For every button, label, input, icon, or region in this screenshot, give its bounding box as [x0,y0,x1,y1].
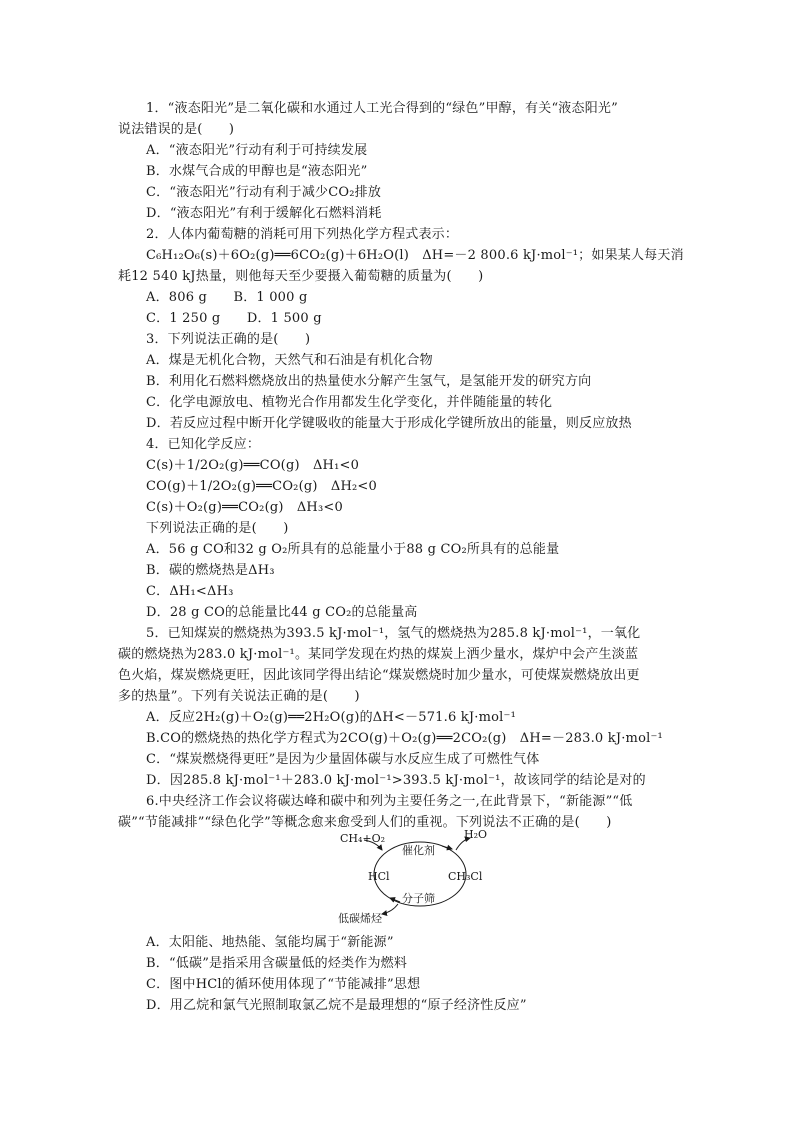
q4-option-a: A．56 g CO和32 g O₂所具有的总能量小于88 g CO₂所具有的总能量 [146,542,560,557]
q6-stem-cont: 碳”“节能减排”“绿色化学”等概念愈来愈受到人们的重视。下列说法不正确的是( ) [118,815,612,830]
q3-stem: 3．下列说法正确的是( ) [146,332,311,347]
q4-option-c: C．ΔH₁<ΔH₃ [146,584,234,599]
q5-option-b: B.CO的燃烧热的热化学方程式为2CO(g)＋O₂(g)══2CO₂(g) ΔH=－283.0 kJ·mol⁻¹ [146,731,663,746]
q6-option-a: A．太阳能、地热能、氢能均属于“新能源” [146,935,394,950]
q5-stem-cont-1: 碳的燃烧热为283.0 kJ·mol⁻¹。某同学发现在灼热的煤炭上洒少量水，煤炉中会产生淡蓝 [118,647,639,662]
q5-stem-cont-3: 多的热量”。下列有关说法正确的是( ) [118,689,360,704]
q1-stem: 1．“液态阳光”是二氧化碳和水通过人工光合得到的“绿色”甲醇，有关“液态阳光” [146,101,618,116]
q5-option-d: D．因285.8 kJ·mol⁻¹＋283.0 kJ·mol⁻¹>393.5 kJ·mol⁻¹，故该同学的结论是对的 [146,773,646,788]
q5-option-a: A．反应2H₂(g)＋O₂(g)══2H₂O(g)的ΔH<－571.6 kJ·mol⁻¹ [146,710,516,725]
q4-option-b: B．碳的燃烧热是ΔH₃ [146,563,275,578]
q3-option-b: B．利用化石燃料燃烧放出的热量使水分解产生氢气，是氢能开发的研究方向 [146,374,592,389]
q2-equation: C₆H₁₂O₆(s)＋6O₂(g)══6CO₂(g)＋6H₂O(l) ΔH=－2 800.6 kJ·mol⁻¹；如果某人每天消 [146,248,684,263]
q6-cycle-diagram [330,828,510,924]
reactants-label: CH₄+O₂ [340,832,386,845]
q4-equation-3: C(s)＋O₂(g)══CO₂(g) ΔH₃<0 [146,500,343,515]
q6-option-c: C．图中HCl的循环使用体现了“节能减排”思想 [146,977,421,992]
q3-option-a: A．煤是无机化合物，天然气和石油是有机化合物 [146,353,433,368]
q4-question: 下列说法正确的是( ) [146,521,289,536]
q1-option-d: D．“液态阳光”有利于缓解化石燃料消耗 [146,206,382,221]
q1-option-b: B．水煤气合成的甲醇也是“液态阳光” [146,164,368,179]
q4-equation-2: CO(g)＋1/2O₂(g)══CO₂(g) ΔH₂<0 [146,479,377,494]
q3-option-d: D．若反应过程中断开化学键吸收的能量大于形成化学键所放出的能量，则反应放热 [146,416,632,431]
q5-stem: 5．已知煤炭的燃烧热为393.5 kJ·mol⁻¹，氢气的燃烧热为285.8 kJ·mol⁻¹，一氧化 [146,626,641,641]
olefin-label: 低碳烯烃 [338,912,382,924]
q2-options-ab: A．806 g B．1 000 g [146,290,308,305]
q4-option-d: D．28 g CO的总能量比44 g CO₂的总能量高 [146,605,418,620]
q6-stem: 6.中央经济工作会议将碳达峰和碳中和列为主要任务之一,在此背景下，“新能源”“低 [146,794,633,809]
q2-stem: 2．人体内葡萄糖的消耗可用下列热化学方程式表示： [146,227,459,242]
q4-equation-1: C(s)＋1/2O₂(g)══CO(g) ΔH₁<0 [146,458,360,473]
q5-stem-cont-2: 色火焰，煤炭燃烧更旺，因此该同学得出结论“煤炭燃烧时加少量水，可使煤炭燃烧放出更 [118,668,640,683]
sieve-label: 分子筛 [402,892,435,905]
ch3cl-label: CH₃Cl [448,870,483,883]
q1-option-c: C．“液态阳光”行动有利于减少CO₂排放 [146,185,382,200]
q5-option-c: C．“煤炭燃烧得更旺”是因为少量固体碳与水反应生成了可燃性气体 [146,752,540,767]
catalyst-label: 催化剂 [402,844,435,857]
q1-option-a: A．“液态阳光”行动有利于可持续发展 [146,143,368,158]
q6-option-b: B．“低碳”是指采用含碳量低的烃类作为燃料 [146,956,408,971]
q3-option-c: C．化学电源放电、植物光合作用都发生化学变化，并伴随能量的转化 [146,395,553,410]
water-label: H₂O [464,828,488,841]
q2-options-cd: C．1 250 g D．1 500 g [146,311,322,326]
q6-option-d: D．用乙烷和氯气光照制取氯乙烷不是最理想的“原子经济性反应” [146,998,527,1013]
q1-stem-cont: 说法错误的是( ) [118,122,235,137]
hcl-label: HCl [368,870,390,883]
olefin-arrow [382,904,398,914]
q2-stem-cont: 耗12 540 kJ热量，则他每天至少要摄入葡萄糖的质量为( ) [118,269,484,284]
q4-stem: 4．已知化学反应： [146,437,261,452]
